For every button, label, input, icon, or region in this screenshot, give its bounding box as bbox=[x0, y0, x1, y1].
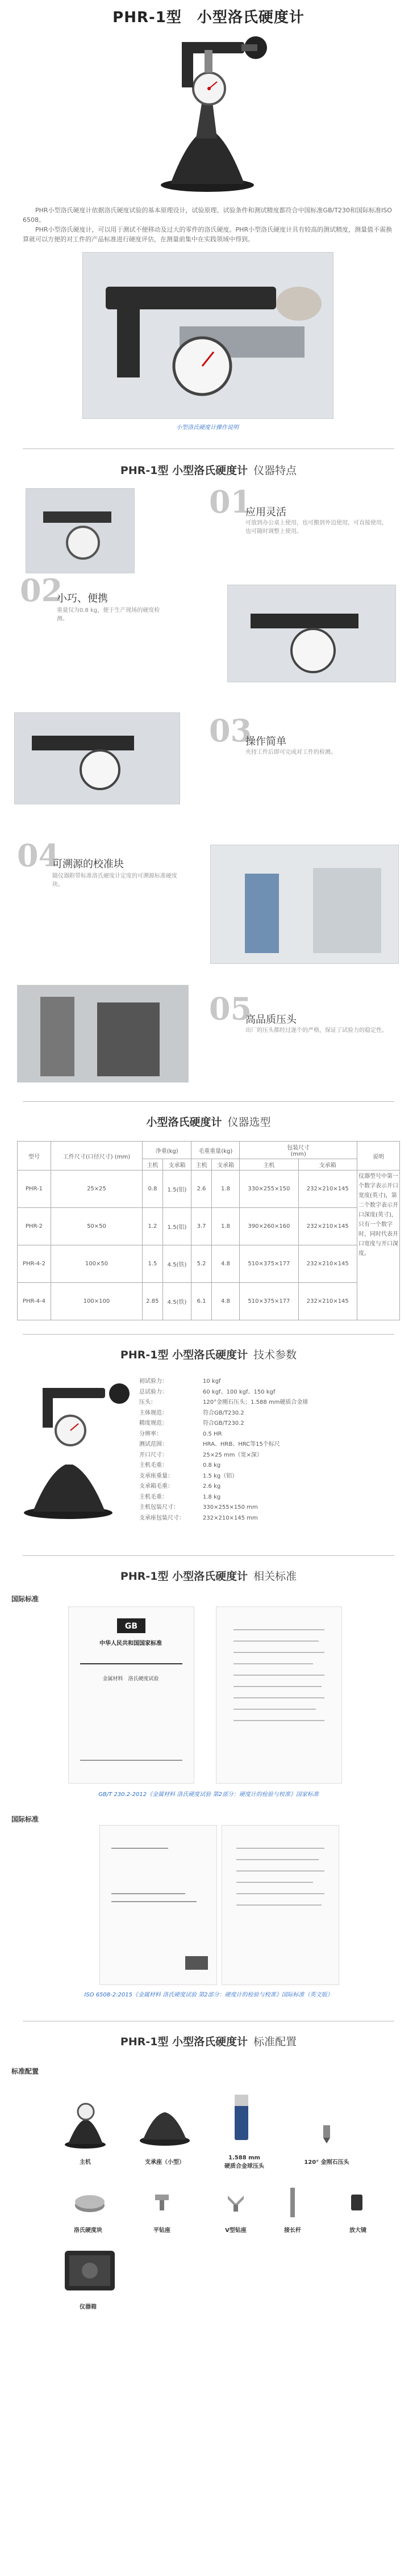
test-block-image bbox=[73, 2188, 107, 2217]
cell-model: PHR-1 bbox=[18, 1170, 51, 1208]
selection-table bbox=[17, 1141, 400, 1320]
cell-pack-box: 232×210×145 bbox=[298, 1208, 357, 1245]
cell-pack-main: 510×375×177 bbox=[240, 1245, 298, 1283]
magnifier-image bbox=[345, 2191, 368, 2214]
param-value: 0.8 kg bbox=[203, 1462, 221, 1469]
feature-number: 02 bbox=[20, 572, 63, 609]
param-value: 符合GB/T230.2 bbox=[203, 1409, 244, 1416]
config-heading bbox=[0, 2033, 417, 2049]
param-value: 2.6 kg bbox=[203, 1483, 221, 1490]
national-doc-title: 中华人民共和国国家标准 bbox=[99, 1641, 162, 1647]
feature-photo bbox=[17, 985, 189, 1083]
param-row bbox=[139, 1429, 395, 1440]
param-key: 主机毛重： bbox=[139, 1462, 168, 1469]
feature-title: 可溯源的校准块 bbox=[52, 858, 124, 870]
intro-paragraph: PHR小型洛氏硬度计，可以用于测试不便移动及过大的零件的洛氏硬度。PHR小型洛氏硬度计具有较高的测试精度，测量值不需换算就可以方便的对工件的产品标准进行硬度评估，在测量前集中在实践领域中得到。 bbox=[23, 226, 393, 243]
cell-gross-main: 5.2 bbox=[191, 1245, 211, 1283]
cell-size: 100×100 bbox=[51, 1283, 142, 1320]
param-key: 主体规范： bbox=[139, 1409, 168, 1416]
feature-title: 小巧、便携 bbox=[57, 593, 108, 605]
features-heading bbox=[0, 462, 417, 477]
feature-title: 应用灵活 bbox=[245, 506, 286, 518]
support-base-image bbox=[136, 2103, 193, 2149]
param-row bbox=[139, 1387, 395, 1398]
features-title: PHR-1型 小型洛氏硬度计 bbox=[120, 464, 248, 477]
param-row bbox=[139, 1450, 395, 1461]
feature-desc: 出厂的压头都经过逐个的严格，保证了试验力的稳定性。 bbox=[245, 1027, 387, 1034]
national-standard-label: 国际标准 bbox=[11, 1595, 39, 1603]
param-row bbox=[139, 1492, 395, 1503]
table-subheader: 支承箱 bbox=[211, 1159, 240, 1170]
v-anvil-image bbox=[224, 2191, 247, 2214]
standards-heading bbox=[0, 1568, 417, 1583]
param-value: 232×210×145 mm bbox=[203, 1514, 258, 1521]
feature-number: 03 bbox=[209, 712, 252, 749]
param-key: 开口尺寸： bbox=[139, 1451, 168, 1458]
accessory-label: 平钻座 bbox=[153, 2227, 170, 2234]
cell-net-main: 2.85 bbox=[143, 1283, 163, 1320]
table-header: 净重(kg) bbox=[143, 1142, 191, 1159]
national-standard-caption: GB/T 230.2-2012《金属材料 洛氏硬度试验 第2部分：硬度计的检验与校准》国家标准 bbox=[98, 1792, 319, 1798]
cell-gross-main: 6.1 bbox=[191, 1283, 211, 1320]
selection-heading bbox=[0, 1114, 417, 1129]
table-subheader: 支承箱 bbox=[162, 1159, 191, 1170]
ball-indenter-image bbox=[230, 2089, 253, 2146]
cell-size: 50×50 bbox=[51, 1208, 142, 1245]
param-value: 10 kgf bbox=[203, 1378, 221, 1385]
cell-size: 25×25 bbox=[51, 1170, 142, 1208]
divider bbox=[23, 1555, 394, 1556]
intro-text bbox=[23, 205, 394, 244]
cell-net-main: 1.5 bbox=[143, 1245, 163, 1283]
param-row bbox=[139, 1398, 395, 1408]
param-row bbox=[139, 1513, 395, 1524]
param-key: 总试验力： bbox=[139, 1388, 168, 1395]
param-key: 支承箱毛重： bbox=[139, 1483, 173, 1490]
table-header: 型号 bbox=[18, 1142, 51, 1170]
cell-pack-main: 510×375×177 bbox=[240, 1283, 298, 1320]
param-value: HRA、HRB、HRC等15个标尺 bbox=[203, 1441, 280, 1448]
cell-note: 仪器型号中第一个数字表示开口宽度(英寸)，第二个数字表示开口深度(英寸)，只有一个数字时，同时代表开口宽度与开口深度。 bbox=[357, 1170, 400, 1320]
accessory-label: 放大镜 bbox=[349, 2227, 366, 2234]
divider bbox=[23, 448, 394, 449]
table-row bbox=[18, 1208, 400, 1245]
feature-number: 05 bbox=[209, 991, 252, 1027]
feature-title: 高品质压头 bbox=[245, 1014, 297, 1026]
accessory-label: V型钻座 bbox=[225, 2227, 247, 2234]
pack-header: 包装尺寸 bbox=[287, 1145, 310, 1151]
flat-anvil-image bbox=[151, 2191, 173, 2214]
param-value: 25×25 mm（宽×深） bbox=[203, 1451, 262, 1458]
param-key: 精度规范： bbox=[139, 1420, 168, 1427]
hardness-tester-image bbox=[148, 25, 273, 195]
intl-standard-label: 国际标准 bbox=[11, 1815, 39, 1823]
national-doc-subtitle: 金属材料 洛氏硬度试验 bbox=[102, 1676, 159, 1682]
cell-pack-box: 232×210×145 bbox=[298, 1170, 357, 1208]
param-value: 0.5 HR bbox=[203, 1430, 222, 1437]
config-title: PHR-1型 小型洛氏硬度计 bbox=[120, 2036, 248, 2048]
param-key: 压头： bbox=[139, 1399, 156, 1406]
cell-pack-main: 390×260×160 bbox=[240, 1208, 298, 1245]
param-key: 分辨率： bbox=[139, 1430, 162, 1437]
param-key: 测试范围： bbox=[139, 1441, 168, 1448]
main-unit-image bbox=[60, 2100, 111, 2151]
diamond-indenter-image bbox=[315, 2123, 338, 2146]
feature-title: 操作简单 bbox=[245, 736, 286, 748]
cell-gross-box: 1.8 bbox=[211, 1170, 240, 1208]
accessory-label: 仪器箱 bbox=[80, 2304, 97, 2310]
param-key: 支承座包装尺寸： bbox=[139, 1514, 185, 1521]
table-header: 毛重重量(kg) bbox=[191, 1142, 240, 1159]
cell-net-box: 1.5(铝) bbox=[162, 1170, 191, 1208]
cell-size: 100×50 bbox=[51, 1245, 142, 1283]
param-key: 初试验力： bbox=[139, 1378, 168, 1385]
accessory-label: 支承座（小型） bbox=[145, 2159, 185, 2166]
photo-caption: 小型洛氏硬度计操作说明 bbox=[176, 425, 239, 431]
national-standard-cover bbox=[68, 1606, 194, 1784]
cell-model: PHR-4-4 bbox=[18, 1283, 51, 1320]
table-header: 工件尺寸(口径尺寸) (mm) bbox=[51, 1142, 142, 1170]
standards-subtitle: 相关标准 bbox=[253, 1570, 297, 1583]
params-title: PHR-1型 小型洛氏硬度计 bbox=[120, 1349, 248, 1361]
svg-text:GB: GB bbox=[124, 1622, 138, 1631]
accessory-label: 120° 金刚石压头 bbox=[304, 2159, 349, 2166]
param-row bbox=[139, 1408, 395, 1419]
params-heading bbox=[0, 1346, 417, 1362]
feature-number: 01 bbox=[209, 484, 252, 520]
divider bbox=[23, 1334, 394, 1335]
standards-title: PHR-1型 小型洛氏硬度计 bbox=[120, 1570, 248, 1583]
param-row bbox=[139, 1503, 395, 1513]
selection-subtitle: 仪器选型 bbox=[227, 1116, 271, 1128]
params-subtitle: 技术参数 bbox=[253, 1349, 297, 1361]
params-list bbox=[139, 1377, 395, 1524]
cell-model: PHR-4-2 bbox=[18, 1245, 51, 1283]
extension-rod-image bbox=[287, 2185, 298, 2220]
features-subtitle: 仪器特点 bbox=[253, 464, 297, 477]
selection-title: 小型洛氏硬度计 bbox=[146, 1116, 222, 1128]
cell-net-box: 4.5(铁) bbox=[162, 1283, 191, 1320]
param-row bbox=[139, 1440, 395, 1450]
table-row bbox=[18, 1283, 400, 1320]
cell-gross-box: 4.8 bbox=[211, 1283, 240, 1320]
cell-net-main: 0.8 bbox=[143, 1170, 163, 1208]
param-value: 60 kgf、100 kgf、150 kgf bbox=[203, 1388, 276, 1395]
param-row bbox=[139, 1482, 395, 1492]
page-title: PHR-1型 小型洛氏硬度计 bbox=[112, 9, 305, 26]
param-row bbox=[139, 1419, 395, 1429]
feature-desc: 夹持工件后即可完成对工件的检测。 bbox=[245, 749, 336, 756]
table-row bbox=[18, 1170, 400, 1208]
table-subheader: 主机 bbox=[191, 1159, 211, 1170]
pack-unit: (mm) bbox=[290, 1151, 306, 1157]
intl-standard-caption: ISO 6508-2:2015《金属材料 洛氏硬度试验 第2部分：硬度计的检验与校准》国际标准（英文版） bbox=[84, 1992, 333, 1998]
feature-photo bbox=[227, 585, 396, 682]
param-row bbox=[139, 1461, 395, 1471]
feature-photo bbox=[14, 712, 180, 804]
param-row bbox=[139, 1377, 395, 1387]
feature-number: 04 bbox=[17, 837, 60, 874]
feature-desc: 可放到办公桌上使用，也可搬到外边使用，可直接使用，也可随时调整上使用。 bbox=[245, 520, 387, 535]
table-subheader: 主机 bbox=[240, 1159, 298, 1170]
intl-standard-page bbox=[222, 1825, 339, 1985]
intl-standard-cover bbox=[99, 1825, 217, 1985]
accessory-label: 洛氏硬度块 bbox=[74, 2227, 102, 2234]
cell-net-main: 1.2 bbox=[143, 1208, 163, 1245]
param-value: 符合GB/T230.2 bbox=[203, 1420, 244, 1427]
tester-image bbox=[11, 1379, 142, 1521]
feature-photo bbox=[26, 488, 135, 573]
instrument-case-image bbox=[61, 2245, 118, 2296]
cell-gross-main: 3.7 bbox=[191, 1208, 211, 1245]
feature-desc: 随仪器附带标准洛氏硬度计定度的可溯源标准硬度块。 bbox=[52, 873, 177, 888]
cell-net-box: 4.5(铁) bbox=[162, 1245, 191, 1283]
config-label: 标准配置 bbox=[11, 2067, 39, 2075]
cell-gross-box: 1.8 bbox=[211, 1208, 240, 1245]
param-row bbox=[139, 1471, 395, 1482]
intro-paragraph: PHR小型洛氏硬度计依据洛氏硬度试验的基本原理设计，试验原理、试验条件和测试精度都符合中国标准GB/T230和国际标准ISO 6508。 bbox=[23, 207, 392, 224]
cell-pack-main: 330×255×150 bbox=[240, 1170, 298, 1208]
table-subheader: 支承箱 bbox=[298, 1159, 357, 1170]
param-key: 主机毛重： bbox=[139, 1493, 168, 1500]
national-standard-page bbox=[216, 1606, 342, 1784]
config-subtitle: 标准配置 bbox=[253, 2036, 297, 2048]
param-key: 支承座重量： bbox=[139, 1472, 173, 1479]
param-value: 1.8 kg bbox=[203, 1493, 221, 1500]
table-subheader: 主机 bbox=[143, 1159, 163, 1170]
cell-pack-box: 232×210×145 bbox=[298, 1245, 357, 1283]
param-value: 330×255×150 mm bbox=[203, 1504, 258, 1511]
table-header: 说明 bbox=[357, 1142, 400, 1170]
cell-net-box: 1.5(铝) bbox=[162, 1208, 191, 1245]
cell-pack-box: 232×210×145 bbox=[298, 1283, 357, 1320]
accessory-label: 接长杆 bbox=[284, 2227, 301, 2234]
param-value: 1.5 kg（铝） bbox=[203, 1472, 238, 1479]
operation-photo bbox=[82, 252, 333, 419]
accessory-label: 主机 bbox=[80, 2159, 91, 2166]
table-row bbox=[18, 1245, 400, 1283]
cell-model: PHR-2 bbox=[18, 1208, 51, 1245]
feature-photo bbox=[210, 845, 399, 964]
param-key: 主机包装尺寸： bbox=[139, 1504, 179, 1511]
cell-gross-main: 2.6 bbox=[191, 1170, 211, 1208]
table-header bbox=[240, 1142, 357, 1159]
cell-gross-box: 4.8 bbox=[211, 1245, 240, 1283]
divider bbox=[23, 1101, 394, 1102]
param-value: 120°金刚石压头；1.588 mm硬质合金球 bbox=[203, 1399, 308, 1406]
feature-desc: 重量仅为0.8 kg，便于生产现场的硬度检测。 bbox=[57, 607, 160, 622]
accessory-label: 1.588 mm 硬质合金球压头 bbox=[224, 2155, 264, 2170]
